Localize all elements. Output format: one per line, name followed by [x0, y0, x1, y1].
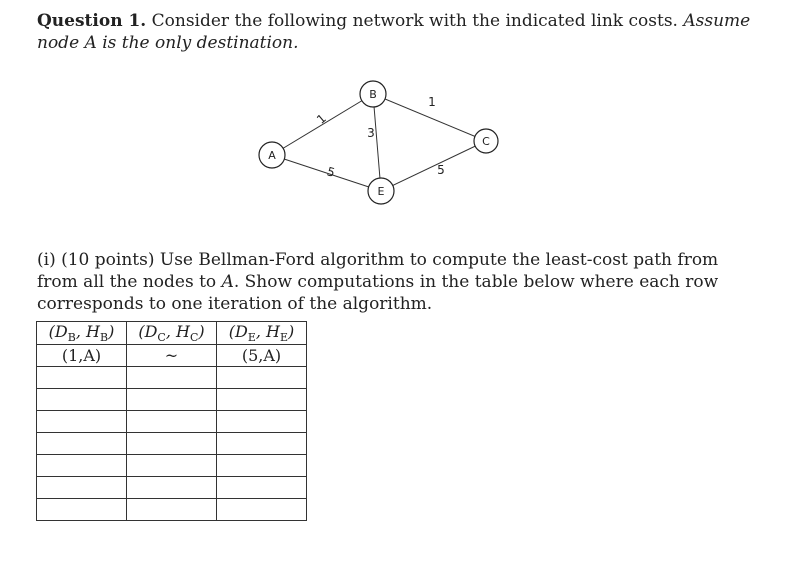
- table-cell: [37, 477, 127, 499]
- link-cost-b-e: 3: [367, 126, 375, 140]
- table-cell: [217, 367, 307, 389]
- part-i-prefix: (i) (10 points) Use Bellman-Ford algorithm to compute the least-cost path from from all the nodes to: [37, 250, 719, 292]
- table-cell: [217, 411, 307, 433]
- table-row: [37, 455, 307, 477]
- table-cell: [37, 411, 127, 433]
- link-b-e: [373, 94, 381, 191]
- part-i-suffix: . Show computations in the table below where each row corresponds to one iteration of the algorithm.: [37, 272, 719, 314]
- link-e-c: [381, 141, 486, 191]
- table-row: [37, 477, 307, 499]
- table-cell: ~: [127, 345, 217, 367]
- link-cost-a-b: 1: [314, 111, 329, 127]
- link-cost-a-e: 5: [325, 164, 337, 180]
- table-cell: [37, 455, 127, 477]
- table-cell: [37, 367, 127, 389]
- table-cell: [217, 499, 307, 521]
- node-label-c: C: [482, 135, 490, 148]
- table-header-2: ($D_C$, $H_C$): [127, 322, 217, 345]
- table-cell: [127, 411, 217, 433]
- table-cell: [127, 367, 217, 389]
- table-cell: [217, 433, 307, 455]
- table-cell: [127, 433, 217, 455]
- link-cost-b-c: 1: [428, 95, 436, 109]
- table-row: [37, 411, 307, 433]
- table-cell: [127, 455, 217, 477]
- question-text: Consider the following network with the indicated link costs.: [146, 11, 684, 31]
- table-cell: (1,A): [37, 345, 127, 367]
- table-row: [37, 389, 307, 411]
- table-row: [37, 499, 307, 521]
- table-row: [37, 433, 307, 455]
- part-i-destination: A: [221, 272, 234, 292]
- table-header-row: [37, 322, 307, 345]
- table-header-1: ($D_B$, $H_B$): [37, 322, 127, 345]
- question-label: Question 1.: [37, 11, 147, 31]
- table-cell: [217, 455, 307, 477]
- table-cell: [217, 389, 307, 411]
- bellman-ford-table: [36, 321, 307, 521]
- node-label-a: A: [268, 149, 276, 162]
- table-cell: [37, 499, 127, 521]
- table-header-3: ($D_E$, $H_E$): [217, 322, 307, 345]
- table-cell: [217, 477, 307, 499]
- table-cell: [37, 433, 127, 455]
- node-label-b: B: [369, 88, 377, 101]
- table-row: [37, 367, 307, 389]
- table-cell: [127, 389, 217, 411]
- link-cost-e-c: 5: [437, 163, 445, 177]
- part-i-instructions: [37, 249, 737, 315]
- table-cell: [127, 499, 217, 521]
- table-body: [37, 345, 307, 521]
- table-cell: [127, 477, 217, 499]
- node-label-e: E: [377, 185, 385, 198]
- table-cell: [37, 389, 127, 411]
- question-emphasis: Assume node A is the only destination.: [37, 11, 751, 53]
- table-cell: (5,A): [217, 345, 307, 367]
- table-row: [37, 345, 307, 367]
